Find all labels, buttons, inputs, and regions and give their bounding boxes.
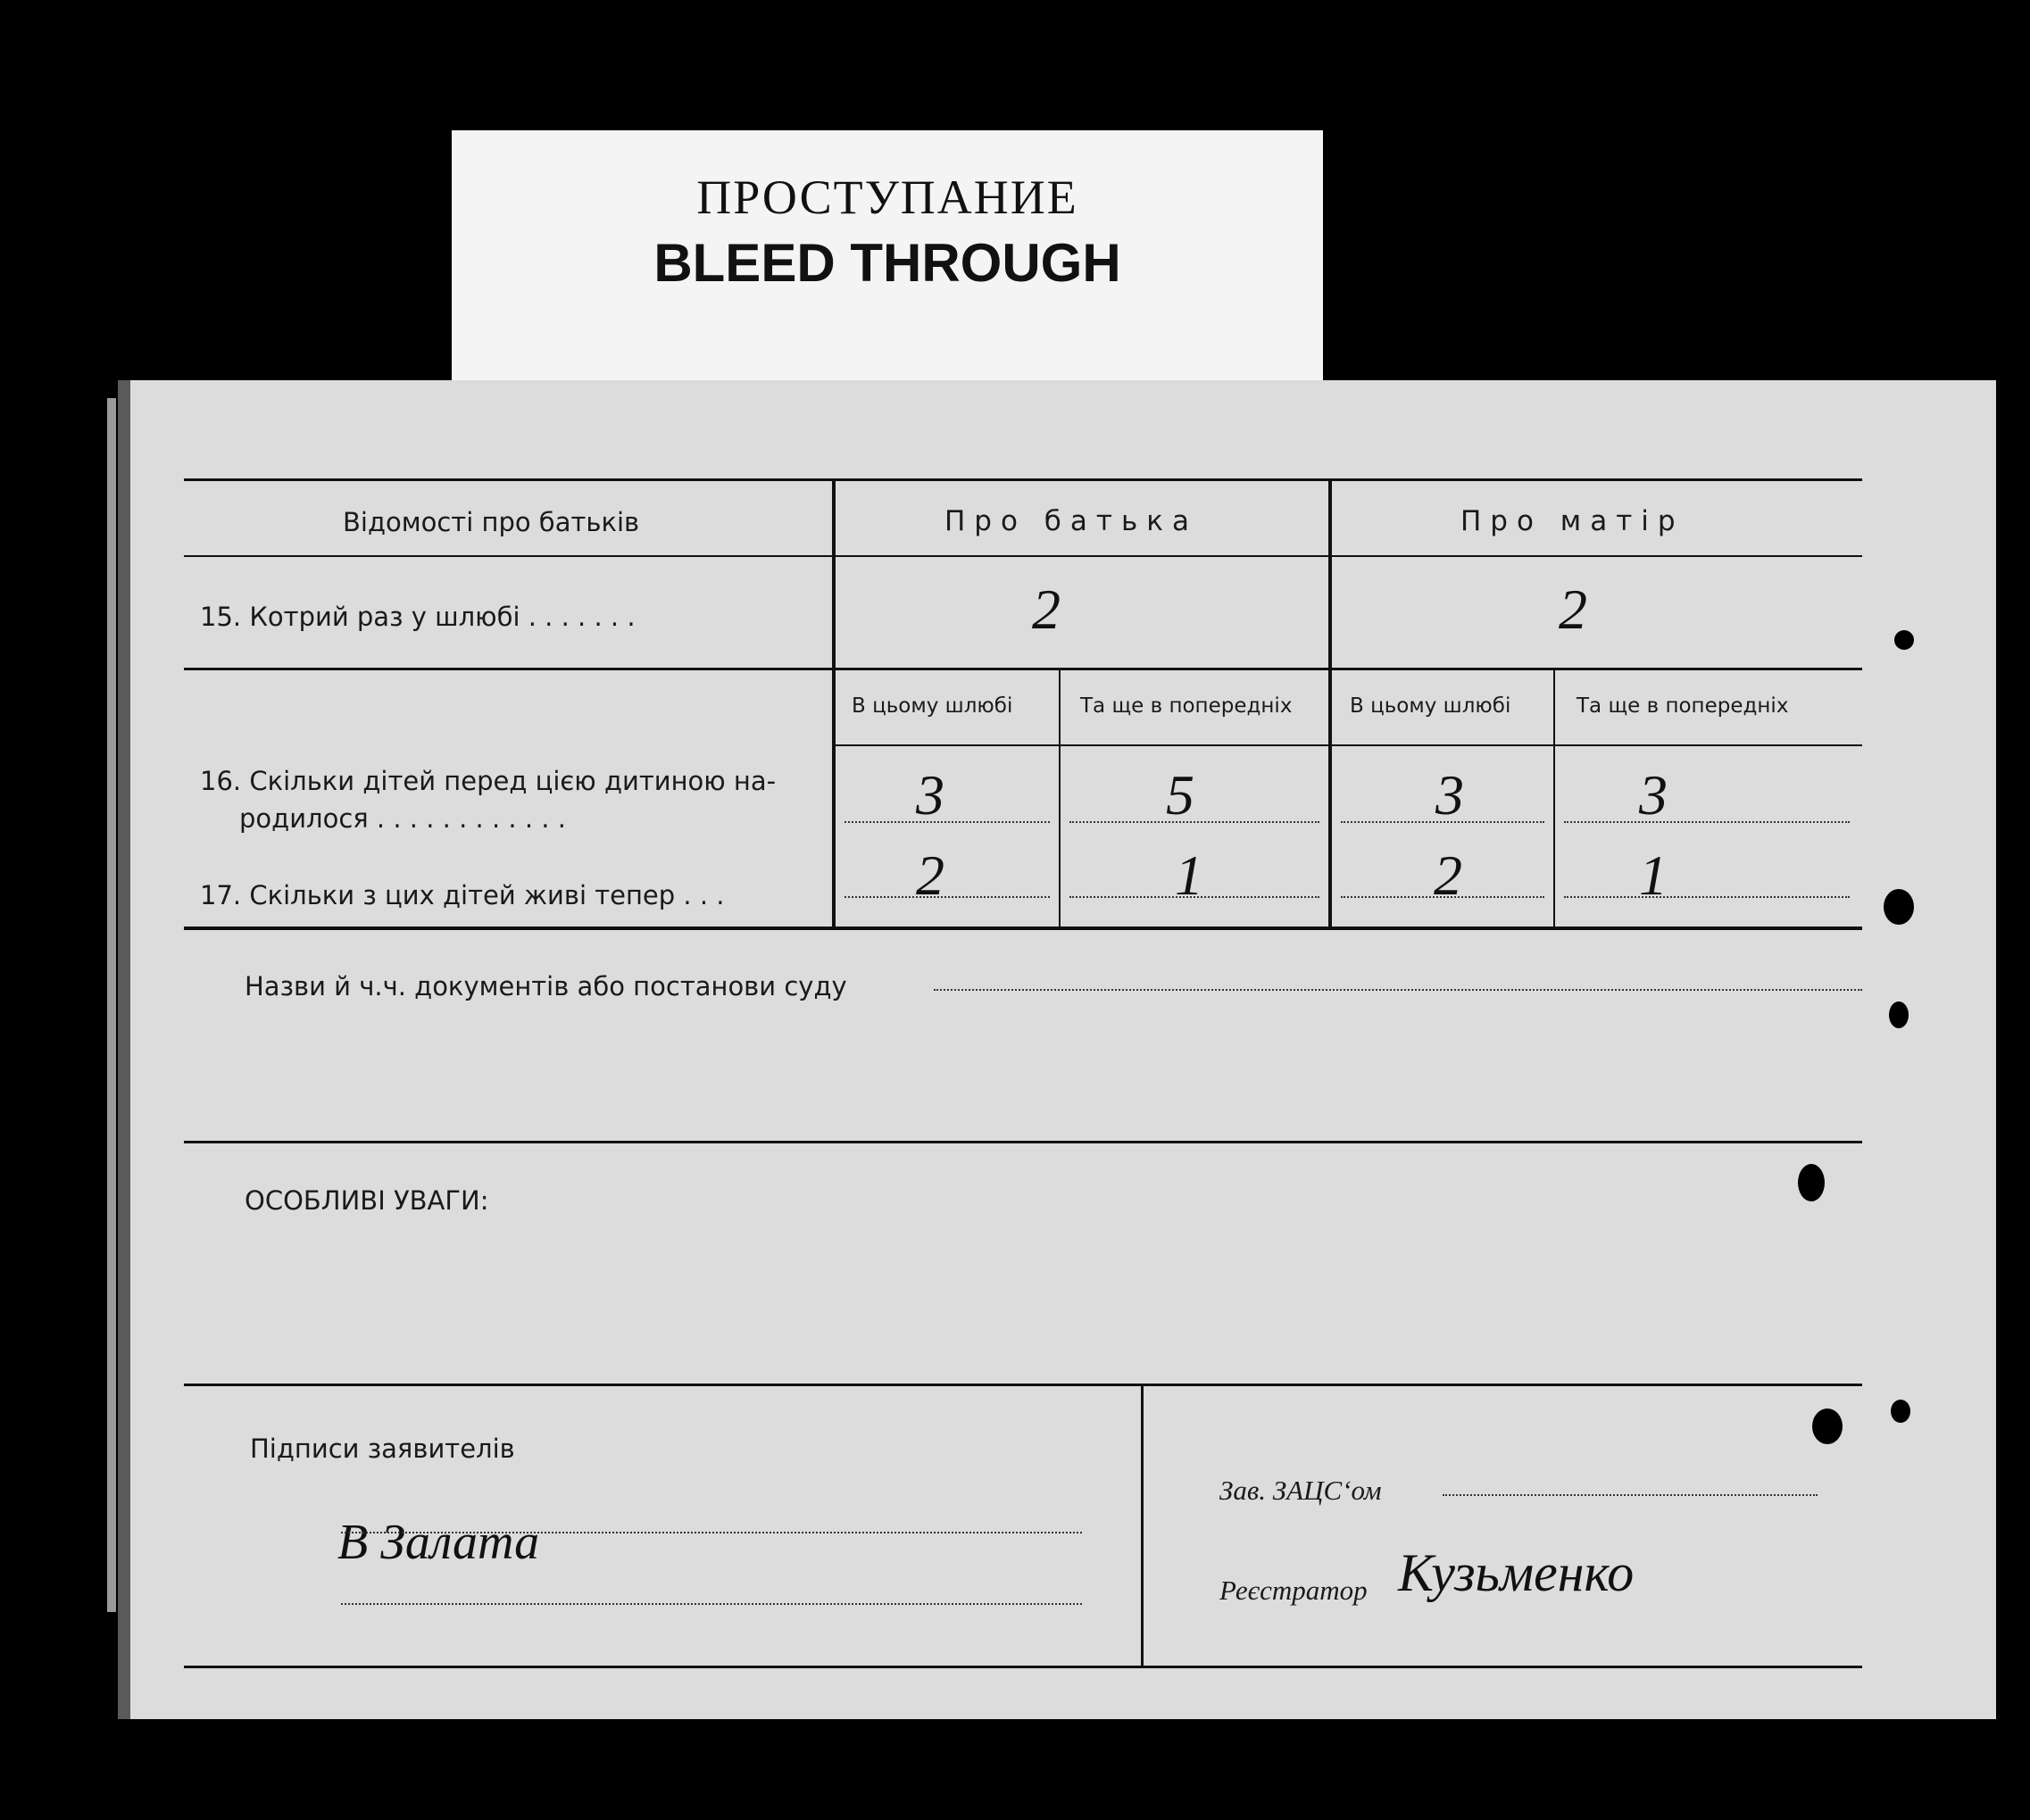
q16-label-line1: 16. Скільки дітей перед цією дитиною на- <box>200 766 777 796</box>
applicant-dotline-1 <box>341 1532 1082 1533</box>
sheet-edge <box>107 398 116 1612</box>
q17-mother-current: 2 <box>1434 844 1462 907</box>
punch-hole-1 <box>1894 630 1914 650</box>
q17-mother-previous: 1 <box>1639 844 1668 907</box>
divider-signatures <box>1141 1384 1144 1666</box>
divider-father-mother <box>1328 478 1332 930</box>
subheader-rule <box>836 744 1862 746</box>
top-rule <box>184 478 1862 481</box>
subheader-father-current: В цьому шлюбі <box>852 694 1013 718</box>
head-dotline <box>1443 1494 1818 1496</box>
applicants-label: Підписи заявителів <box>250 1434 515 1464</box>
documents-dotline <box>934 989 1862 991</box>
q17-dotline-1 <box>844 896 1050 898</box>
q16-mother-previous: 3 <box>1639 763 1668 827</box>
q15-rule <box>184 668 1862 670</box>
punch-hole-2 <box>1884 889 1914 925</box>
registrar-signature: Кузьменко <box>1398 1543 1635 1602</box>
q16-dotline-2 <box>1069 821 1319 823</box>
punch-hole-5 <box>1812 1409 1843 1444</box>
q17-dotline-4 <box>1564 896 1850 898</box>
document-sheet <box>118 380 1996 1719</box>
q17-father-current: 2 <box>916 844 944 907</box>
divider-mother-sub <box>1553 669 1555 928</box>
q17-label: 17. Скільки з цих дітей живі тепер . . . <box>200 880 725 910</box>
q15-label: 15. Котрий раз у шлюбі . . . . . . . <box>200 602 636 632</box>
table-bottom-rule <box>184 927 1862 930</box>
registrar-label: Реєстратор <box>1219 1575 1368 1606</box>
subheader-mother-current: В цьому шлюбі <box>1350 694 1511 718</box>
subheader-mother-previous: Та ще в попередніх <box>1577 694 1789 718</box>
label-english: BLEED THROUGH <box>653 233 1121 293</box>
q16-label-line2: родилося . . . . . . . . . . . . <box>239 803 566 834</box>
q17-father-previous: 1 <box>1175 844 1203 907</box>
documents-label: Назви й ч.ч. документів або постанови суду <box>245 971 847 1001</box>
bleed-through-label-card <box>452 130 1323 380</box>
special-notes-label: ОСОБЛИВІ УВАГИ: <box>245 1185 489 1216</box>
header-info: Відомості про батьків <box>343 507 640 537</box>
sheet-bottom-rule <box>184 1666 1862 1668</box>
notes-bottom-rule <box>184 1384 1862 1386</box>
header-mother: Про матір <box>1460 505 1685 537</box>
label-russian: ПРОСТУПАНИЕ <box>696 170 1078 224</box>
q16-dotline-4 <box>1564 821 1850 823</box>
q16-father-current: 3 <box>916 763 944 827</box>
header-rule <box>184 555 1862 557</box>
divider-father-sub <box>1059 669 1061 928</box>
documents-bottom-rule <box>184 1141 1862 1143</box>
punch-hole-4 <box>1798 1164 1825 1201</box>
applicant-dotline-2 <box>341 1603 1082 1605</box>
divider-info-father <box>832 478 836 930</box>
q15-mother-value: 2 <box>1559 578 1587 641</box>
punch-hole-3 <box>1889 1001 1909 1028</box>
applicant-signature: В Залата <box>337 1515 540 1570</box>
head-label: Зав. ЗАЦС‘ом <box>1219 1475 1382 1506</box>
q16-father-previous: 5 <box>1166 763 1194 827</box>
q15-father-value: 2 <box>1032 578 1061 641</box>
q16-dotline-1 <box>844 821 1050 823</box>
q16-mother-current: 3 <box>1435 763 1464 827</box>
punch-hole-6 <box>1891 1400 1910 1423</box>
header-father: Про батька <box>944 505 1198 537</box>
subheader-father-previous: Та ще в попередніх <box>1080 694 1293 718</box>
